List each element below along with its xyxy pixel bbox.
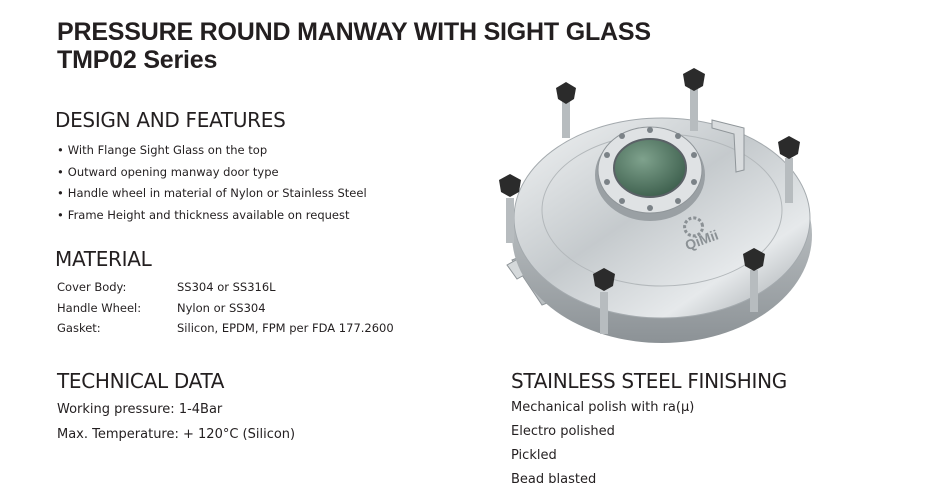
finishing-heading: STAINLESS STEEL FINISHING (511, 369, 787, 393)
material-value: Silicon, EPDM, FPM per FDA 177.2600 (177, 321, 394, 335)
knob-icon (556, 82, 576, 138)
material-row (57, 298, 394, 319)
sight-glass (595, 127, 705, 221)
technical-item: Max. Temperature: + 120°C (Silicon) (57, 427, 296, 442)
finishing-item: Pickled (511, 448, 557, 463)
material-heading: MATERIAL (55, 247, 152, 271)
finishing-item: Bead blasted (511, 472, 597, 487)
material-label: Cover Body: (57, 280, 127, 294)
finishing-item: Electro polished (511, 424, 615, 439)
feature-item: • Frame Height and thickness available on request (57, 205, 367, 227)
finishing-item: Mechanical polish with ra(μ) (511, 400, 695, 415)
material-value: Nylon or SS304 (177, 300, 266, 315)
feature-item: • With Flange Sight Glass on the top (57, 140, 367, 162)
material-row (57, 318, 394, 339)
material-table (57, 277, 394, 339)
material-label: Gasket: (57, 321, 101, 335)
feature-item: • Outward opening manway door type (57, 162, 367, 184)
manway-product-image (482, 60, 822, 360)
title-line-1: PRESSURE ROUND MANWAY WITH SIGHT GLASS (57, 18, 651, 46)
design-heading: DESIGN AND FEATURES (55, 108, 286, 132)
feature-item: • Handle wheel in material of Nylon or Stainless Steel (57, 183, 367, 205)
technical-item: Working pressure: 1-4Bar (57, 402, 223, 417)
svg-text:QiMii: QiMii (682, 226, 721, 254)
title-line-2: TMP02 Series (57, 46, 218, 74)
technical-heading: TECHNICAL DATA (57, 369, 225, 393)
material-value: SS304 or SS316L (177, 280, 276, 294)
feature-list (57, 140, 367, 226)
material-label: Handle Wheel: (57, 300, 142, 315)
material-row (57, 277, 394, 298)
